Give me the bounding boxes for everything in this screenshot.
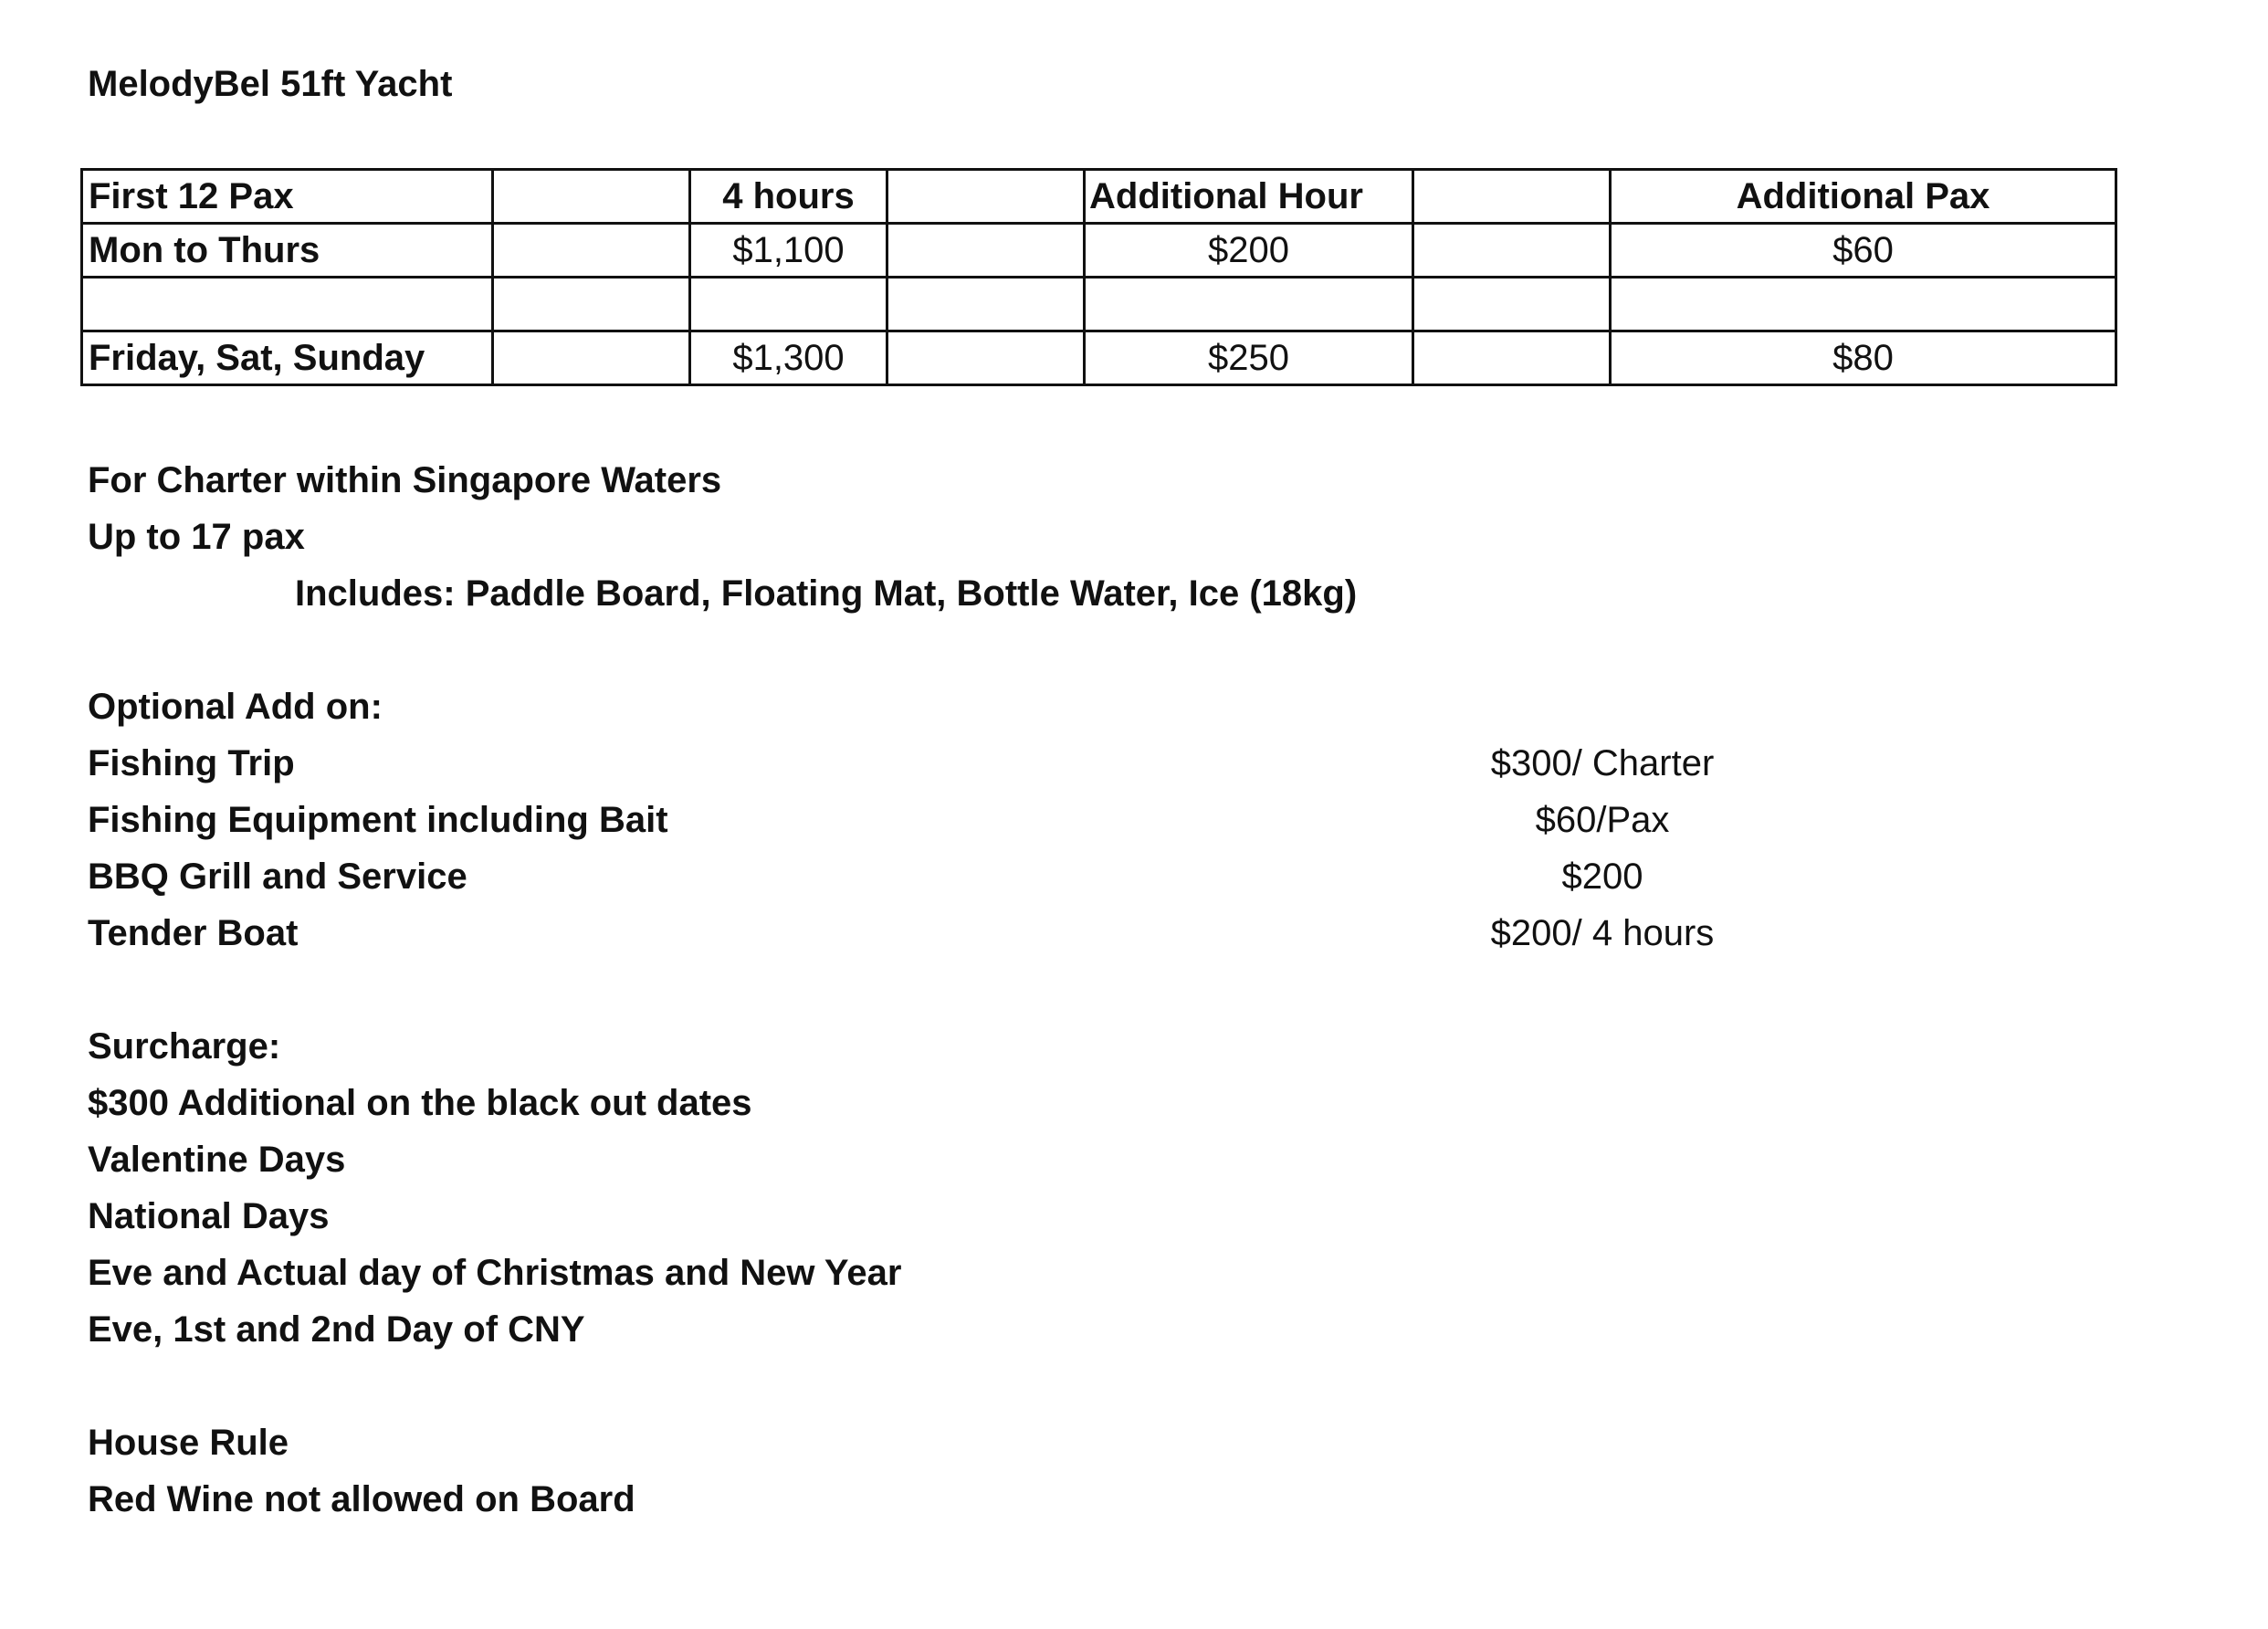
house-rule-heading: House Rule [88,1423,289,1463]
capacity-info: Up to 17 pax [88,517,305,557]
four-hours-price: $1,300 [690,331,887,385]
house-rule-line: Red Wine not allowed on Board [88,1479,635,1519]
four-hours-price [690,278,887,331]
surcharge-line: Eve, 1st and 2nd Day of CNY [88,1309,585,1350]
additional-hour-price: $250 [1085,331,1413,385]
addon-name: Tender Boat [88,913,299,953]
empty-cell [1413,170,1611,224]
empty-cell [887,170,1085,224]
table-row [82,331,2116,385]
surcharge-line: Eve and Actual day of Christmas and New Year [88,1253,902,1293]
empty-cell [1413,331,1611,385]
empty-cell [887,224,1085,278]
additional-hour-price [1085,278,1413,331]
addon-price: $300/ Charter [1490,743,1715,783]
surcharge-heading: Surcharge: [88,1026,281,1067]
row-label [82,278,493,331]
additional-pax-header: Additional Pax [1611,170,2116,224]
rates-table [80,168,2117,386]
additional-pax-price: $60 [1611,224,2116,278]
table-row [82,170,2116,224]
addons-heading: Optional Add on: [88,687,383,727]
table-row [82,278,2116,331]
addon-name: BBQ Grill and Service [88,857,467,897]
four-hours-price: $1,100 [690,224,887,278]
charter-info: For Charter within Singapore Waters [88,460,722,500]
row-label: Friday, Sat, Sunday [82,331,493,385]
additional-hour-header: Additional Hour [1085,170,1413,224]
additional-pax-price [1611,278,2116,331]
row-label: First 12 Pax [82,170,493,224]
addon-price: $60/Pax [1535,800,1670,840]
page-title: MelodyBel 51ft Yacht [88,64,453,104]
empty-cell [887,278,1085,331]
empty-cell [493,224,690,278]
empty-cell [493,278,690,331]
table-row [82,224,2116,278]
row-label: Mon to Thurs [82,224,493,278]
four-hours-header: 4 hours [690,170,887,224]
empty-cell [493,331,690,385]
empty-cell [887,331,1085,385]
surcharge-line: National Days [88,1196,330,1236]
empty-cell [1413,224,1611,278]
additional-hour-price: $200 [1085,224,1413,278]
empty-cell [493,170,690,224]
surcharge-line: Valentine Days [88,1140,346,1180]
empty-cell [1413,278,1611,331]
includes-info: Includes: Paddle Board, Floating Mat, Bottle Water, Ice (18kg) [295,573,1358,614]
addon-name: Fishing Trip [88,743,295,783]
addon-name: Fishing Equipment including Bait [88,800,668,840]
additional-pax-price: $80 [1611,331,2116,385]
addon-price: $200 [1561,857,1643,897]
surcharge-line: $300 Additional on the black out dates [88,1083,752,1123]
addon-price: $200/ 4 hours [1490,913,1715,953]
